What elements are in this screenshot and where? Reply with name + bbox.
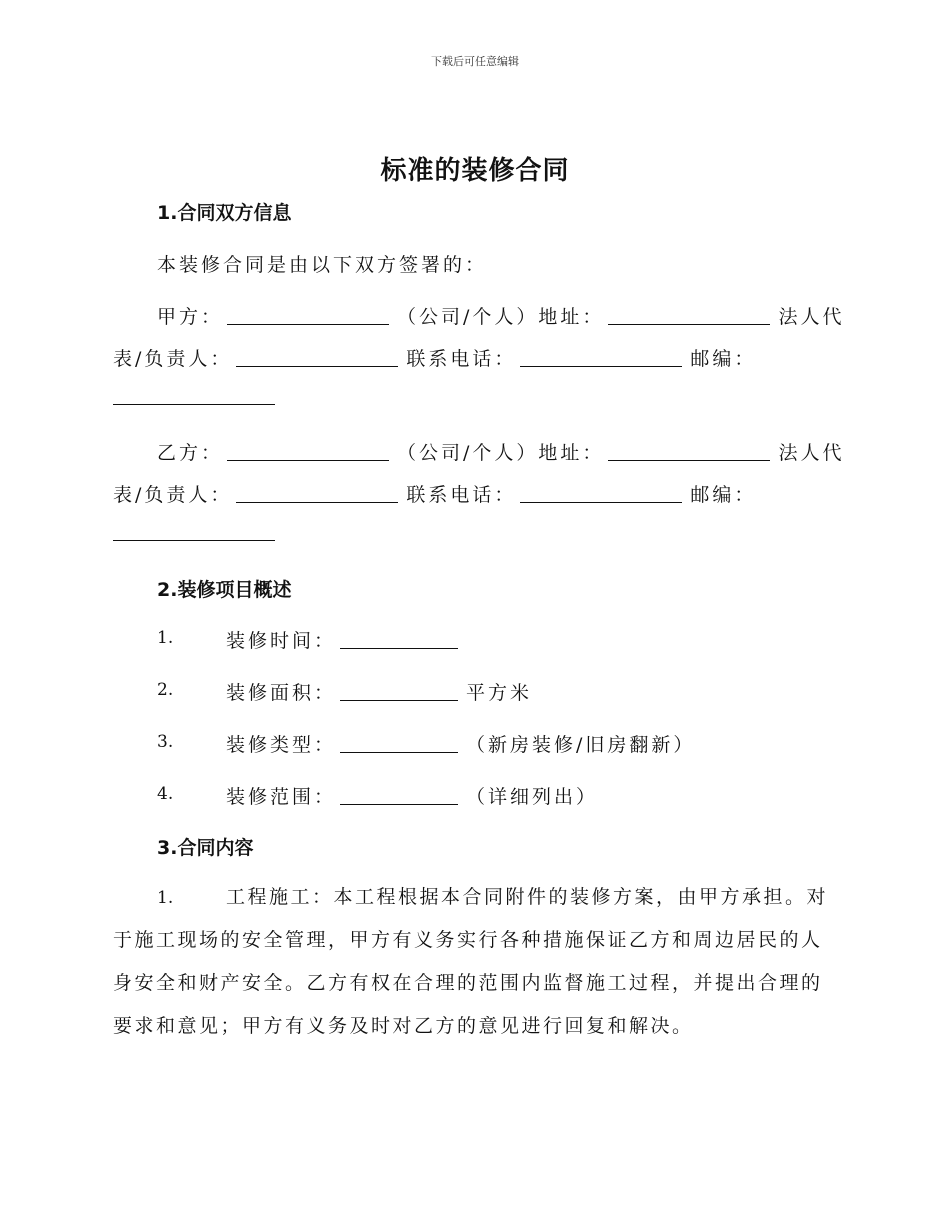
clause-1-line-1: 工程施工：本工程根据本合同附件的装修方案，由甲方承担。对 <box>226 886 829 908</box>
party-b-line1 <box>157 438 844 465</box>
party-a-line1 <box>157 302 844 329</box>
overview-item-4-label: 装修范围： <box>226 786 337 808</box>
party-a-rep-label-2: 表/负责人： <box>113 348 233 370</box>
overview-item-2-suffix: 平方米 <box>466 682 533 704</box>
party-a-label: 甲方： <box>157 306 224 328</box>
clause-1-paragraph <box>113 876 833 1048</box>
party-b-line3 <box>113 522 283 544</box>
overview-item-1-label: 装修时间： <box>226 630 337 652</box>
party-b-type-note: （公司/个人） <box>397 442 539 464</box>
party-b-rep-label-1: 法人代 <box>778 442 845 464</box>
overview-item-4 <box>226 782 598 809</box>
renovation-time-blank[interactable] <box>340 630 458 649</box>
renovation-area-blank[interactable] <box>340 682 458 701</box>
overview-item-1-num: 1. <box>157 628 174 648</box>
party-b-postal-blank[interactable] <box>113 522 275 541</box>
overview-item-3-suffix: （新房装修/旧房翻新） <box>466 734 696 756</box>
overview-item-2-num: 2. <box>157 680 174 700</box>
clause-1-num: 1. <box>157 888 174 908</box>
party-a-address-blank[interactable] <box>608 306 770 325</box>
intro-text: 本装修合同是由以下双方签署的： <box>157 254 488 276</box>
party-b-address-blank[interactable] <box>608 442 770 461</box>
party-a-phone-blank[interactable] <box>520 348 682 367</box>
party-b-line2 <box>113 480 756 507</box>
document-title: 标准的装修合同 <box>380 156 570 186</box>
renovation-type-blank[interactable] <box>340 734 458 753</box>
party-b-postal-label: 邮编： <box>690 484 757 506</box>
renovation-scope-blank[interactable] <box>340 786 458 805</box>
overview-item-4-num: 4. <box>157 784 174 804</box>
overview-item-3-num: 3. <box>157 732 174 752</box>
overview-item-3-label: 装修类型： <box>226 734 337 756</box>
party-a-postal-blank[interactable] <box>113 386 275 405</box>
party-b-phone-blank[interactable] <box>520 484 682 503</box>
party-a-phone-label: 联系电话： <box>406 348 517 370</box>
overview-item-1 <box>226 626 466 653</box>
party-b-rep-blank[interactable] <box>236 484 398 503</box>
party-a-line3 <box>113 386 283 408</box>
clause-1-line-2: 于施工现场的安全管理，甲方有义务实行各种措施保证乙方和周边居民的人 <box>113 929 823 951</box>
section-heading-content: 3.合同内容 <box>157 837 254 859</box>
party-b-name-blank[interactable] <box>227 442 389 461</box>
section-heading-overview: 2.装修项目概述 <box>157 579 292 601</box>
party-a-line2 <box>113 344 756 371</box>
party-b-address-label: 地址： <box>538 442 605 464</box>
party-a-rep-label-1: 法人代 <box>778 306 845 328</box>
section-heading-parties: 1.合同双方信息 <box>157 202 292 224</box>
party-a-address-label: 地址： <box>538 306 605 328</box>
header-note: 下载后可任意编辑 <box>431 55 519 68</box>
overview-item-2-label: 装修面积： <box>226 682 337 704</box>
party-b-rep-label-2: 表/负责人： <box>113 484 233 506</box>
clause-1-line-4: 要求和意见；甲方有义务及时对乙方的意见进行回复和解决。 <box>113 1015 694 1037</box>
party-a-type-note: （公司/个人） <box>397 306 539 328</box>
party-b-phone-label: 联系电话： <box>406 484 517 506</box>
party-b-label: 乙方： <box>157 442 224 464</box>
clause-1-line-3: 身安全和财产安全。乙方有权在合理的范围内监督施工过程，并提出合理的 <box>113 972 823 994</box>
party-a-rep-blank[interactable] <box>236 348 398 367</box>
party-a-postal-label: 邮编： <box>690 348 757 370</box>
overview-item-4-suffix: （详细列出） <box>466 786 599 808</box>
party-a-name-blank[interactable] <box>227 306 389 325</box>
overview-item-2 <box>226 678 532 705</box>
overview-item-3 <box>226 730 695 757</box>
